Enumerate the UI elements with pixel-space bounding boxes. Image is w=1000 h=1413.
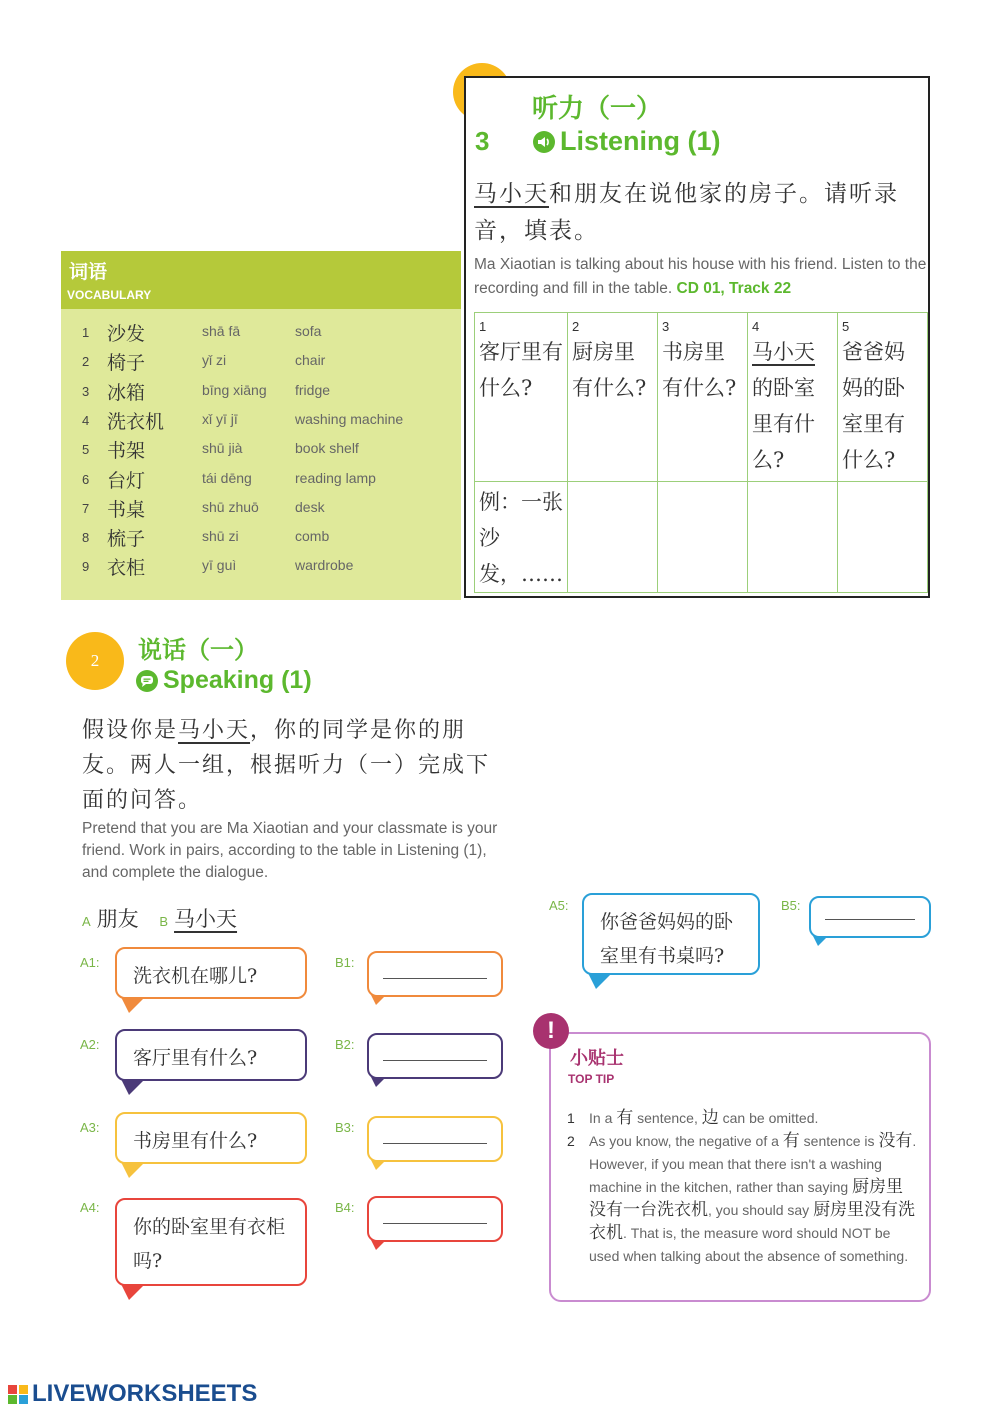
answer-bubble[interactable] — [367, 951, 503, 997]
tip-text: , you should say — [708, 1202, 814, 1218]
vocab-hanzi: 冰箱 — [107, 381, 146, 404]
vocab-pinyin: shā fā — [202, 323, 241, 339]
listening-instruction-zh — [474, 176, 924, 250]
vocabulary-row — [61, 466, 461, 495]
answer-blank-input[interactable] — [383, 978, 487, 979]
vocab-number: 9 — [82, 559, 90, 575]
vocabulary-row — [61, 524, 461, 553]
question-text: 客厅里有什么? — [133, 1047, 258, 1069]
question-bubble — [115, 1029, 307, 1081]
speaking-instruction-pre: 假设你是 — [82, 718, 179, 743]
vocab-english: fridge — [295, 381, 331, 398]
role-b-label: B — [159, 914, 169, 929]
vocab-pinyin: shū zi — [202, 528, 239, 545]
tip-text: In a — [589, 1110, 617, 1126]
vocab-hanzi: 书桌 — [107, 498, 146, 521]
speaking-instruction-zh — [82, 713, 502, 818]
vocab-pinyin: tái dēng — [202, 469, 252, 486]
answer-blank-input[interactable] — [383, 1223, 487, 1224]
speaker-b-label: B5: — [781, 898, 801, 913]
vocab-english: chair — [295, 352, 326, 369]
listening-instruction-en-text: Ma Xiaotian is talking about his house with his friend. Listen to the recording and fill in the table. — [474, 256, 927, 297]
answer-cell-1[interactable] — [475, 482, 568, 593]
vocab-english: sofa — [295, 323, 322, 339]
speaker-b-label: B4: — [335, 1200, 355, 1215]
speaking-title-zh: 说话（一） — [138, 635, 258, 664]
vocab-number: 1 — [82, 325, 90, 340]
bubble-tail — [371, 1240, 386, 1250]
vocab-pinyin: shū jià — [202, 440, 243, 457]
tip-chinese: 没有 — [878, 1131, 913, 1151]
tip-text: sentence, — [633, 1110, 702, 1126]
speaker-a-label: A1: — [80, 955, 100, 970]
vocab-number: 3 — [82, 383, 90, 399]
speaking-title — [135, 666, 312, 695]
vocabulary-header — [61, 251, 461, 309]
vocab-pinyin: bīng xiāng — [202, 381, 267, 398]
header-question: 书房里有什么? — [662, 340, 737, 400]
bubble-tail — [371, 995, 386, 1005]
header-num: 1 — [479, 319, 487, 334]
vocabulary-row — [61, 378, 461, 407]
answer-bubble[interactable] — [367, 1196, 503, 1242]
tip-chinese: 厨房里没有一台洗衣机 — [589, 1177, 904, 1220]
vocab-hanzi: 书架 — [107, 440, 146, 463]
bubble-tail — [813, 936, 828, 946]
listening-table — [474, 312, 928, 593]
bubble-tail — [121, 1079, 145, 1095]
listening-title-zh: 听力（一） — [532, 94, 663, 124]
speaker-a-label: A5: — [549, 898, 569, 913]
top-tip-title-zh: 小贴士 — [570, 1048, 624, 1069]
header-question-text: 的卧室里有什么? — [752, 376, 815, 472]
tip-text: . However, if you mean that there isn't a washing machine in the kitchen, rather than saying — [589, 1133, 917, 1195]
vocab-pinyin: xǐ yī jī — [202, 410, 238, 427]
tip-chinese: 有 — [616, 1108, 634, 1128]
speaker-a-label: A4: — [80, 1200, 100, 1215]
role-b: 马小天 — [174, 907, 238, 931]
top-tip-title-en: TOP TIP — [568, 1072, 615, 1086]
listening-instruction-en — [474, 253, 929, 301]
speaker-icon — [532, 130, 556, 154]
vocabulary-title-en: VOCABULARY — [67, 288, 152, 302]
vocabulary-row — [61, 495, 461, 524]
logo-icon — [8, 1383, 30, 1405]
vocab-number: 4 — [82, 412, 90, 428]
vocabulary-row — [61, 348, 461, 377]
vocab-english: washing machine — [295, 410, 404, 427]
tip-chinese: 有 — [782, 1131, 800, 1151]
vocab-number: 6 — [82, 471, 90, 487]
speaking-instruction-rest: ，你的同学是你的朋友。两人一组，根据听力（一）完成下面的问答。 — [82, 718, 491, 813]
vocab-hanzi: 洗衣机 — [107, 410, 165, 433]
speaker-a-label: A3: — [80, 1120, 100, 1135]
vocab-number: 2 — [82, 354, 90, 370]
section-badge-2: 2 — [66, 632, 124, 690]
cd-track: CD 01, Track 22 — [676, 280, 792, 297]
listening-number: 3 — [475, 126, 490, 156]
header-num: 2 — [572, 319, 580, 334]
vocab-number: 5 — [82, 442, 90, 458]
tip-chinese: 边 — [701, 1108, 719, 1128]
vocabulary-row — [61, 319, 461, 348]
speaker-a-label: A2: — [80, 1037, 100, 1052]
bubble-tail — [588, 973, 612, 989]
vocab-english: reading lamp — [295, 469, 376, 486]
answer-cell-4[interactable] — [748, 482, 838, 593]
table-header-1 — [475, 313, 568, 482]
name-ma-xiaotian: 马小天 — [474, 181, 549, 207]
name-ma-xiaotian: 马小天 — [752, 340, 815, 364]
vocab-english: book shelf — [295, 440, 359, 457]
answer-cell-3[interactable] — [658, 482, 748, 593]
vocabulary-row — [61, 553, 461, 582]
vocabulary-panel — [61, 251, 461, 600]
name-ma-xiaotian: 马小天 — [178, 718, 251, 743]
example-answer: 例：一张沙发，…… — [479, 490, 563, 586]
listening-title-en: Listening (1) — [560, 126, 721, 156]
logo-text: LIVEWORKSHEETS — [32, 1380, 258, 1407]
table-header-5 — [838, 313, 928, 482]
tip-text: sentence is — [799, 1133, 879, 1149]
top-tip-item-2 — [567, 1130, 917, 1268]
tip-item-number: 2 — [567, 1133, 575, 1149]
vocab-pinyin: shū zhuō — [202, 498, 259, 515]
vocab-hanzi: 椅子 — [107, 352, 146, 375]
answer-blank-input[interactable] — [383, 1143, 487, 1144]
listening-instruction-zh-text: 和朋友在说他家的房子。请听录音，填表。 — [474, 181, 899, 244]
question-text: 书房里有什么? — [133, 1130, 258, 1152]
vocab-pinyin: yī guì — [202, 557, 237, 574]
tip-item-text — [589, 1107, 917, 1130]
tip-text: . That is, the measure word should NOT be used when talking about the absence of something. — [589, 1225, 909, 1264]
vocabulary-title-zh: 词语 — [69, 261, 108, 283]
bubble-tail — [371, 1077, 386, 1087]
top-tip-item-1 — [567, 1107, 917, 1130]
answer-bubble[interactable] — [809, 896, 931, 938]
vocab-hanzi: 衣柜 — [107, 557, 146, 580]
header-num: 4 — [752, 319, 760, 334]
bubble-tail — [121, 997, 145, 1013]
header-question: 厨房里有什么? — [572, 340, 647, 400]
speaking-instruction-en: Pretend that you are Ma Xiaotian and your classmate is your friend. Work in pairs, according to the table in Listening (1), and complete the dialogue. — [82, 820, 498, 881]
header-num: 5 — [842, 319, 850, 334]
listening-box — [464, 76, 930, 598]
table-header-2 — [568, 313, 658, 482]
table-header-4 — [748, 313, 838, 482]
question-bubble — [115, 1198, 307, 1286]
speech-bubble-icon — [135, 669, 159, 693]
speaker-b-label: B2: — [335, 1037, 355, 1052]
speaking-title-en: Speaking (1) — [163, 666, 312, 694]
tip-item-text — [589, 1130, 917, 1268]
tip-text: can be omitted. — [718, 1110, 819, 1126]
vocab-hanzi: 台灯 — [107, 469, 146, 492]
question-bubble — [582, 893, 760, 975]
bubble-tail — [121, 1162, 145, 1178]
answer-bubble[interactable] — [367, 1033, 503, 1079]
table-header-3 — [658, 313, 748, 482]
role-a: 朋友 — [96, 907, 139, 931]
header-question — [752, 334, 833, 478]
question-text: 你的卧室里有衣柜吗? — [133, 1216, 286, 1272]
vocab-hanzi: 梳子 — [107, 528, 146, 551]
bubble-tail — [371, 1160, 386, 1170]
header-question: 爸爸妈妈的卧室里有什么? — [842, 340, 905, 472]
tip-item-number: 1 — [567, 1110, 575, 1126]
role-a-label: A — [82, 914, 91, 929]
tip-chinese: 厨房里没有洗衣机 — [589, 1200, 916, 1243]
speaker-b-label: B3: — [335, 1120, 355, 1135]
dialogue-roles — [82, 903, 237, 933]
vocabulary-row — [61, 436, 461, 465]
vocabulary-row — [61, 407, 461, 436]
vocab-number: 8 — [82, 530, 90, 546]
question-text: 你爸爸妈妈的卧室里有书桌吗? — [600, 911, 734, 967]
bubble-tail — [121, 1284, 145, 1300]
vocab-pinyin: yǐ zi — [202, 352, 227, 369]
vocab-english: desk — [295, 498, 325, 515]
header-question: 客厅里有什么? — [479, 340, 563, 400]
question-bubble — [115, 947, 307, 999]
header-num: 3 — [662, 319, 670, 334]
exclamation-icon: ! — [533, 1013, 569, 1049]
liveworksheets-logo — [8, 1380, 257, 1408]
answer-blank-input[interactable] — [825, 919, 915, 920]
vocab-english: wardrobe — [295, 557, 354, 574]
vocab-number: 7 — [82, 500, 90, 516]
question-text: 洗衣机在哪儿? — [133, 965, 258, 987]
answer-bubble[interactable] — [367, 1116, 503, 1162]
speaker-b-label: B1: — [335, 955, 355, 970]
listening-title — [532, 126, 721, 157]
vocab-english: comb — [295, 528, 330, 545]
answer-blank-input[interactable] — [383, 1060, 487, 1061]
vocab-hanzi: 沙发 — [107, 323, 146, 345]
question-bubble — [115, 1112, 307, 1164]
answer-cell-5[interactable] — [838, 482, 928, 593]
tip-text: As you know, the negative of a — [589, 1133, 783, 1149]
answer-cell-2[interactable] — [568, 482, 658, 593]
